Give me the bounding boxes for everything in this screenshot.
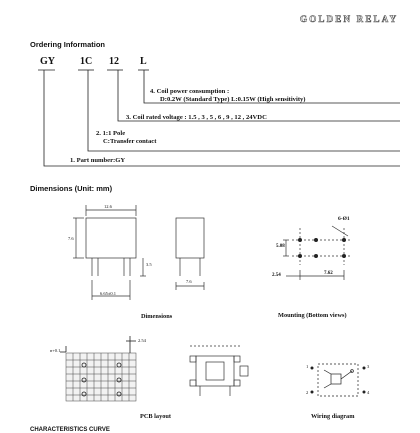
mt-vertical-label: 5.08 bbox=[276, 244, 285, 249]
pcb-component-outline bbox=[190, 346, 248, 396]
characteristics-heading: CHARACTERISTICS CURVE bbox=[30, 427, 110, 433]
pcb-layout-grid bbox=[66, 353, 136, 401]
ordering-title: Ordering Information bbox=[30, 40, 105, 49]
mt-offset-label: 2.54 bbox=[272, 273, 281, 278]
dimensions-title: Dimensions (Unit: mm) bbox=[30, 184, 113, 193]
code-voltage: 12 bbox=[109, 56, 119, 67]
dim-pin-length-label: 3.5 bbox=[146, 262, 152, 267]
caption-wiring: Wiring diagram bbox=[311, 413, 355, 420]
mt-hole-label: 6-Ø1 bbox=[338, 216, 350, 222]
wiring-pin-3: 3 bbox=[367, 364, 370, 369]
wiring-pin-1: 1 bbox=[306, 364, 309, 369]
mounting-pattern bbox=[283, 226, 352, 280]
code-contact: 1C bbox=[80, 56, 93, 67]
dim-height-label: 7.6 bbox=[68, 236, 74, 241]
relay-front-body bbox=[86, 218, 136, 258]
relay-side-body bbox=[176, 218, 204, 258]
caption-mounting: Mounting (Bottom views) bbox=[278, 312, 347, 319]
coil-power-line1: 4. Coil power consumption : bbox=[150, 88, 230, 95]
caption-pcb-layout: PCB layout bbox=[140, 413, 171, 420]
brand-logo-text: GOLDEN RELAY bbox=[300, 14, 399, 24]
dim-side-width-label: 7.6 bbox=[186, 279, 192, 284]
pcb-height-label: 2.54 bbox=[138, 338, 146, 343]
mt-pitch-label: 7.62 bbox=[324, 271, 333, 276]
code-series: GY bbox=[40, 56, 55, 67]
dim-width-label: 12.6 bbox=[104, 204, 112, 209]
caption-dimensions: Dimensions bbox=[141, 313, 173, 320]
coil-voltage-text: 3. Coil rated voltage : 1.5 , 3 , 5 , 6 , 9 , 12 , 24VDC bbox=[126, 114, 267, 121]
wiring-diagram bbox=[318, 364, 358, 396]
pcb-grid-label: n+0.1 bbox=[50, 348, 61, 353]
wiring-pin-2: 2 bbox=[306, 390, 309, 395]
coil-power-line2: D:0.2W (Standard Type) L:0.15W (High sensitivity) bbox=[160, 96, 306, 103]
dim-pitch-label: 6.65±0.1 bbox=[100, 291, 116, 296]
pole-line2: C:Transfer contact bbox=[103, 138, 157, 145]
wiring-pin-4: 4 bbox=[367, 390, 370, 395]
code-power: L bbox=[140, 56, 147, 67]
pole-line1: 2. 1:1 Pole bbox=[96, 130, 126, 137]
part-number-text: 1. Part number:GY bbox=[70, 157, 126, 164]
